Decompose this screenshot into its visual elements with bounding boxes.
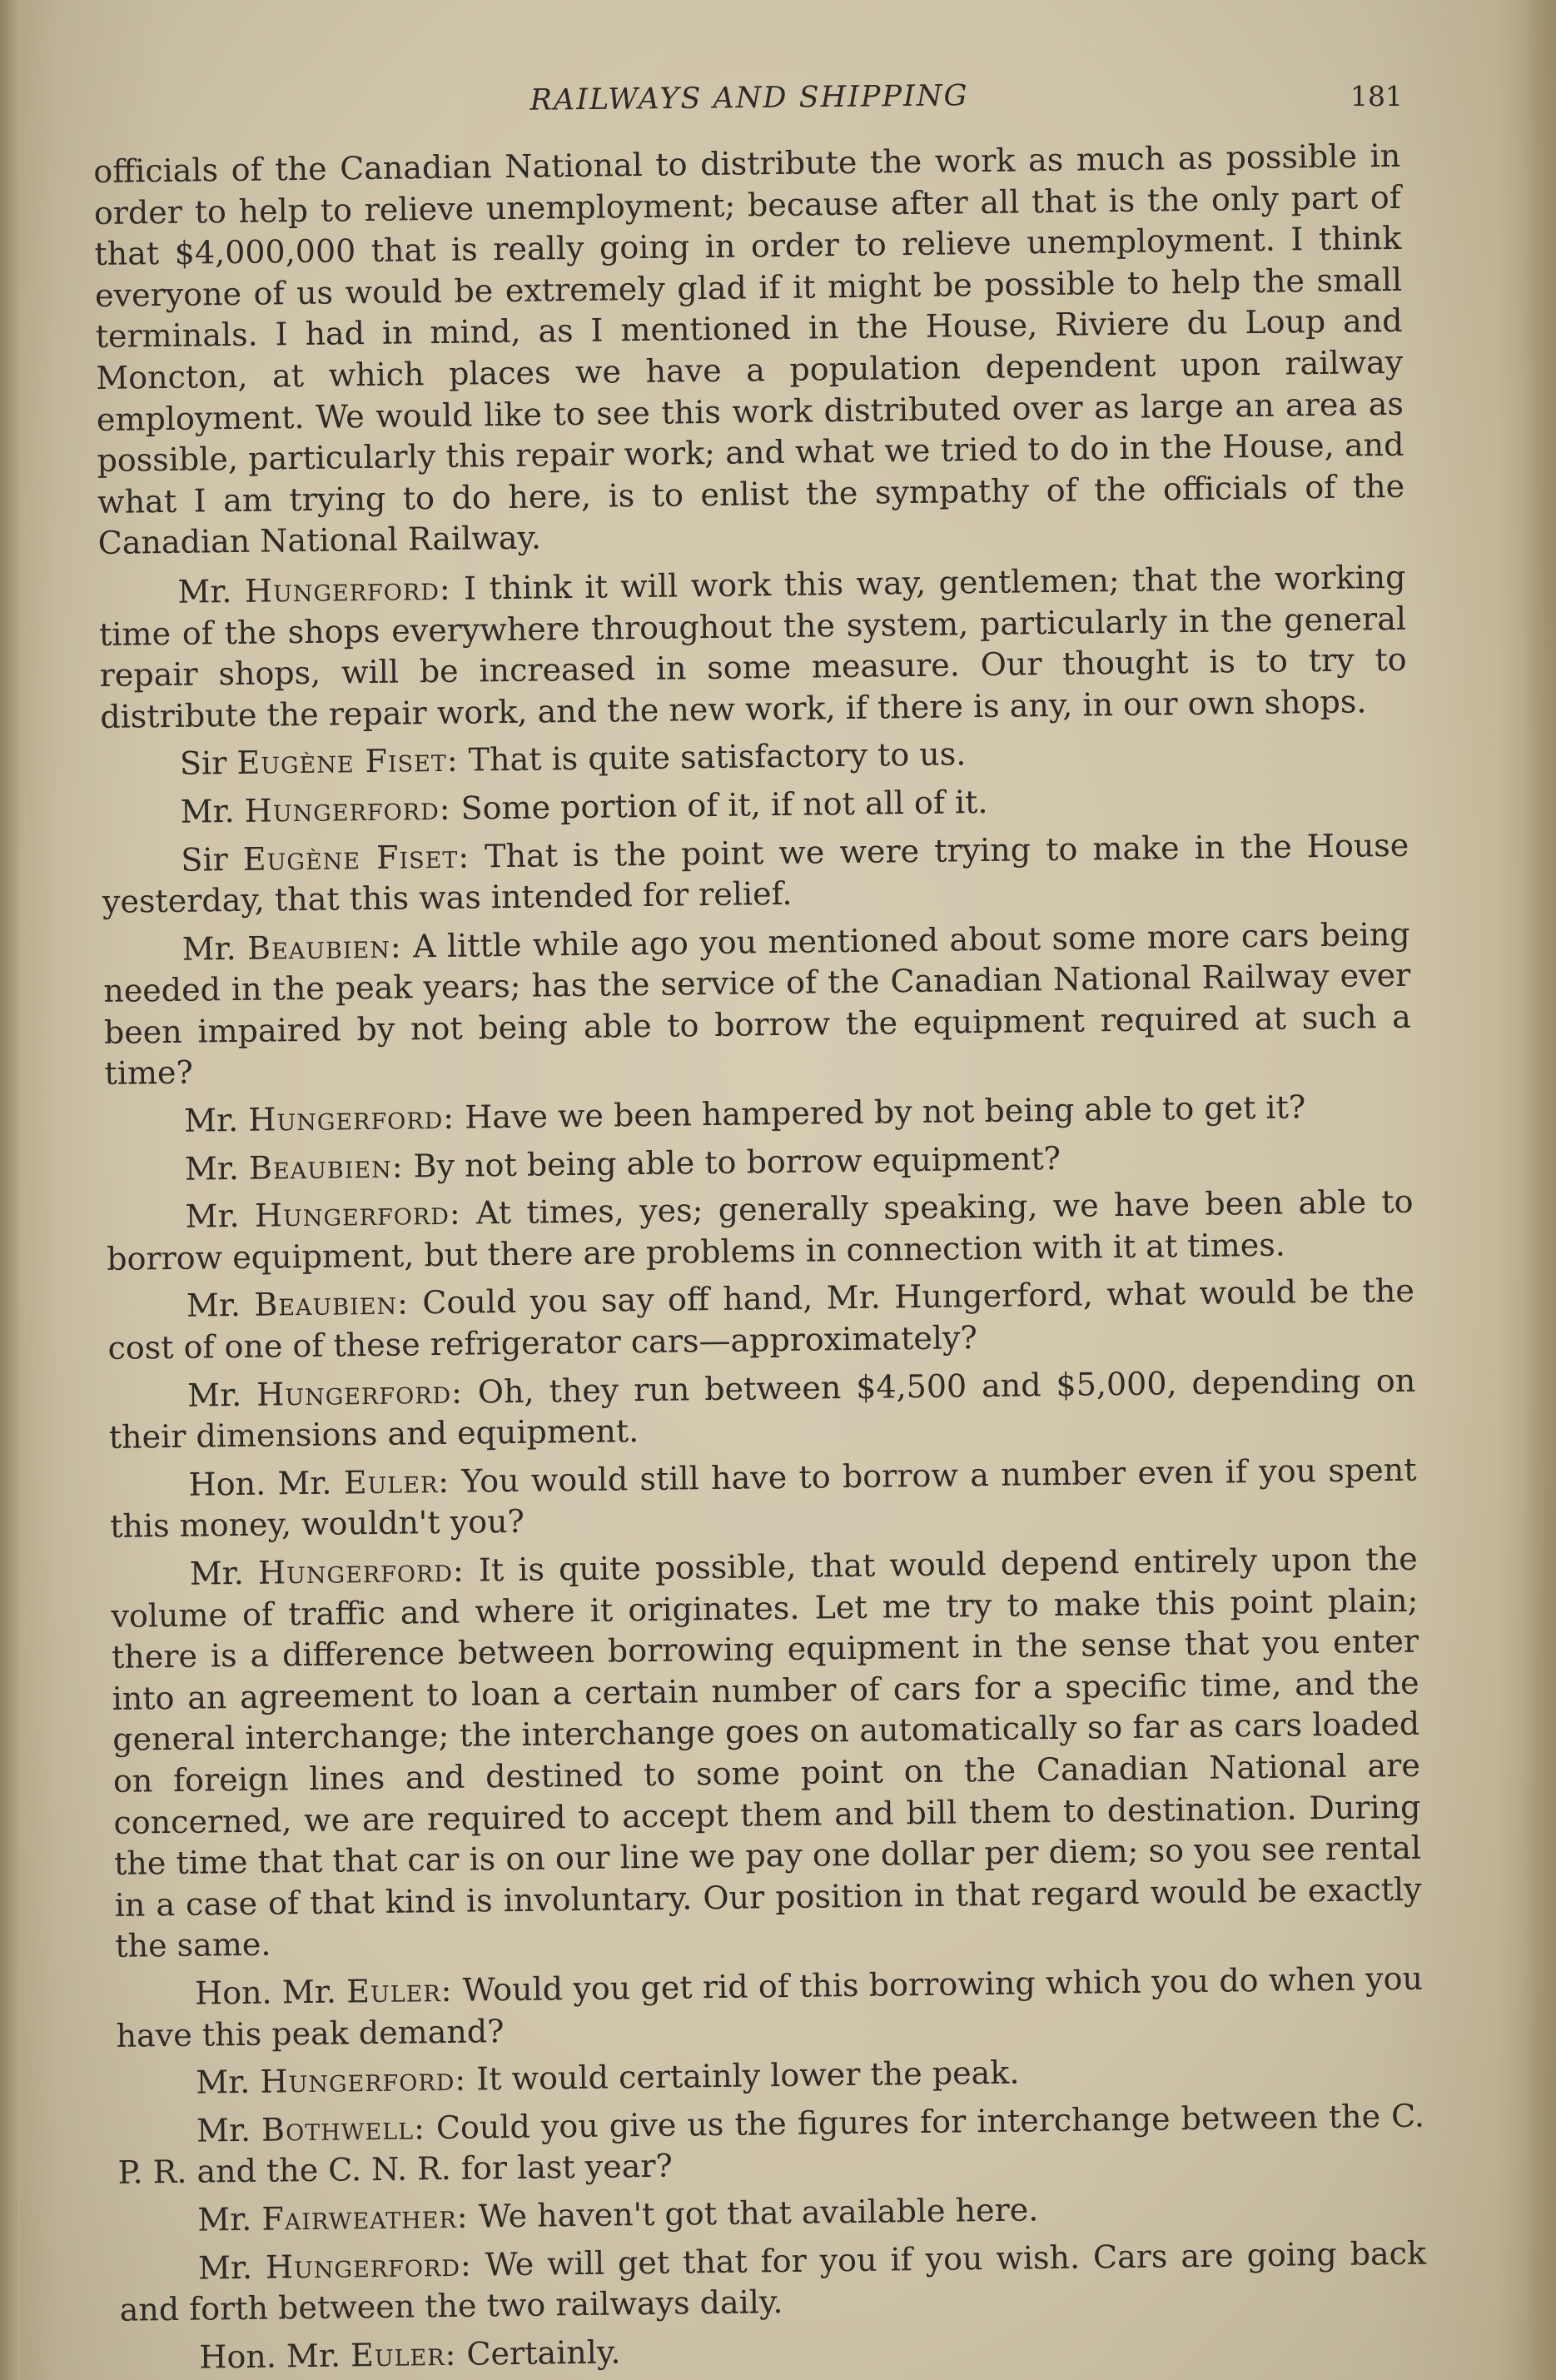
speech-text: At times, yes; generally speaking, we have been able to borrow equipment, but there are problems in connection with it at times. xyxy=(106,1183,1414,1277)
speech-text: We haven't got that available here. xyxy=(478,2191,1039,2235)
speaker-name: Hungerford: xyxy=(260,2060,467,2100)
speech xyxy=(107,1271,1415,1369)
speech xyxy=(102,914,1411,1095)
speaker-title: Sir xyxy=(179,744,227,783)
page-edge-shadow xyxy=(1523,0,1556,2380)
speech xyxy=(101,729,1408,786)
speech-text: It would certainly lower the peak. xyxy=(475,2054,1020,2098)
speaker-title: Hon. Mr. xyxy=(199,2337,341,2376)
book-spine-shadow xyxy=(0,0,20,2380)
speaker-title: Mr. xyxy=(189,1554,245,1592)
speech-text: It is quite possible, that would depend entirely upon the volume of traffic and where it originates. Let me try to make this point plain; there is a difference between borrowing equipment in the sense that you enter into an agreement to loan a certain number of cars for a specific time, and the general interchange; the interchange goes on automatically so far as cars loaded on foreign lines and destined to some point on the Canadian National are concerned, we are required to accept them and bill them to destination. During the time that that car is on our line we pay one dollar per diem; so you see rental in a case of that kind is involuntary. Our position in that regard would be exactly the same. xyxy=(111,1540,1422,1965)
speech-text: Would you get rid of this borrowing which you do when you have this peak demand? xyxy=(116,1959,1424,2054)
speech xyxy=(106,1133,1413,1191)
speech xyxy=(102,824,1409,923)
speaker-title: Sir xyxy=(181,840,229,879)
speaker-title: Mr. xyxy=(185,1197,240,1235)
speaker-name: Hungerford: xyxy=(257,1551,465,1591)
speech xyxy=(119,2233,1427,2331)
speech xyxy=(109,1450,1417,1548)
speech-text: Have we been hampered by not being able to get it? xyxy=(464,1088,1306,1136)
speaker-title: Mr. xyxy=(177,572,232,610)
speech xyxy=(120,2322,1427,2379)
speech-text: Certainly. xyxy=(466,2333,621,2373)
speech-text: Could you say off hand, Mr. Hungerford, what would be the cost of one of these refrigerator cars—approximately? xyxy=(107,1272,1415,1367)
speaker-name: Beaubien: xyxy=(248,1148,404,1187)
speech xyxy=(105,1086,1412,1143)
body-text xyxy=(93,136,1428,2380)
speaker-title: Mr. xyxy=(186,1376,242,1414)
speech-text: Oh, they run between $4,500 and $5,000, depending on their dimensions and equipment. xyxy=(108,1362,1416,1456)
speaker-title: Mr. xyxy=(181,929,236,968)
speech-text: That is the point we were trying to make in the House yesterday, that this was intended for relief. xyxy=(102,826,1409,921)
speech-text: We will get that for you if you wish. Cars are going back and forth between the two railways daily. xyxy=(119,2234,1427,2328)
speaker-title: Mr. xyxy=(184,1149,240,1188)
speech xyxy=(116,1959,1424,2057)
speaker-title: Hon. Mr. xyxy=(194,1973,337,2012)
speech-text: That is quite satisfactory to us. xyxy=(468,735,967,779)
speaker-name: Hungerford: xyxy=(244,789,451,829)
speaker-name: Euler: xyxy=(343,1462,450,1501)
speech xyxy=(118,2185,1425,2243)
speech-text: I think it will work this way, gentlemen; that the working time of the shops everywhere throughout the system, particularly in the general repair shops, will be increased in some measure. Our thought is to try to distribute the repair work, and the new work, if there is any, in our own shops. xyxy=(98,558,1407,735)
opening-paragraph: officials of the Canadian National to distribute the work as much as possible in order to help to relieve unemployment; because after all that is the only part of that $4,000,000 that is really going in order to relieve unemployment. I think everyone of us would be extremely glad if it might be possible to help the small terminals. I had in mind, as I mentioned in the House, Riviere du Loup and Moncton, at which places we have a population dependent upon railway employment. We would like to see this work distributed over as large an area as possible, particularly this repair work; and what we tried to do in the House, and what I am trying to do here, is to enlist the sympathy of the officials of the Canadian National Railway. xyxy=(93,137,1405,562)
speech xyxy=(108,1360,1416,1458)
speaker-name: Bothwell: xyxy=(261,2109,426,2148)
speech-text: You would still have to borrow a number even if you spent this money, wouldn't you? xyxy=(109,1451,1417,1546)
speaker-name: Fairweather: xyxy=(261,2198,469,2238)
speaker-name: Hungerford: xyxy=(248,1098,455,1138)
speaker-name: Hungerford: xyxy=(265,2246,473,2286)
speaker-title: Mr. xyxy=(196,2111,251,2149)
speaker-name: Hungerford: xyxy=(244,570,451,610)
speaker-title: Mr. xyxy=(197,2248,253,2287)
speaker-title: Mr. xyxy=(196,2063,251,2101)
page-number: 181 xyxy=(1350,80,1403,112)
speech-text: By not being able to borrow equipment? xyxy=(413,1139,1061,1185)
speaker-title: Mr. xyxy=(186,1287,241,1325)
speaker-name: Eugène Fiset: xyxy=(242,838,470,878)
speech xyxy=(98,557,1407,739)
speaker-name: Hungerford: xyxy=(256,1373,464,1413)
speaker-title: Mr. xyxy=(180,792,235,830)
running-head: RAILWAYS AND SHIPPING xyxy=(529,79,969,117)
speech-text: Some portion of it, if not all of it. xyxy=(460,783,988,827)
speaker-name: Euler: xyxy=(346,1971,453,2010)
speaker-name: Beaubien: xyxy=(254,1284,410,1324)
speaker-title: Mr. xyxy=(197,2200,252,2238)
speech xyxy=(117,2048,1424,2105)
speaker-title: Hon. Mr. xyxy=(188,1464,332,1503)
speech-text: Could you give us the figures for interchange between the C. P. R. and the C. N. R. for last year? xyxy=(117,2097,1425,2192)
speaker-name: Euler: xyxy=(350,2335,457,2374)
speaker-name: Beaubien: xyxy=(246,928,402,967)
speech xyxy=(101,777,1408,834)
speech xyxy=(117,2095,1425,2193)
speaker-name: Hungerford: xyxy=(254,1194,461,1234)
speech xyxy=(106,1182,1414,1280)
speech-text: A little while ago you mentioned about some more cars being needed in the peak years; has the service of the Canadian National Railway ever been impaired by not being able to borrow the equipment required at such a time? xyxy=(103,915,1412,1093)
speech xyxy=(111,1539,1423,1968)
speaker-title: Mr. xyxy=(183,1102,239,1139)
speaker-name: Eugène Fiset: xyxy=(236,742,459,782)
